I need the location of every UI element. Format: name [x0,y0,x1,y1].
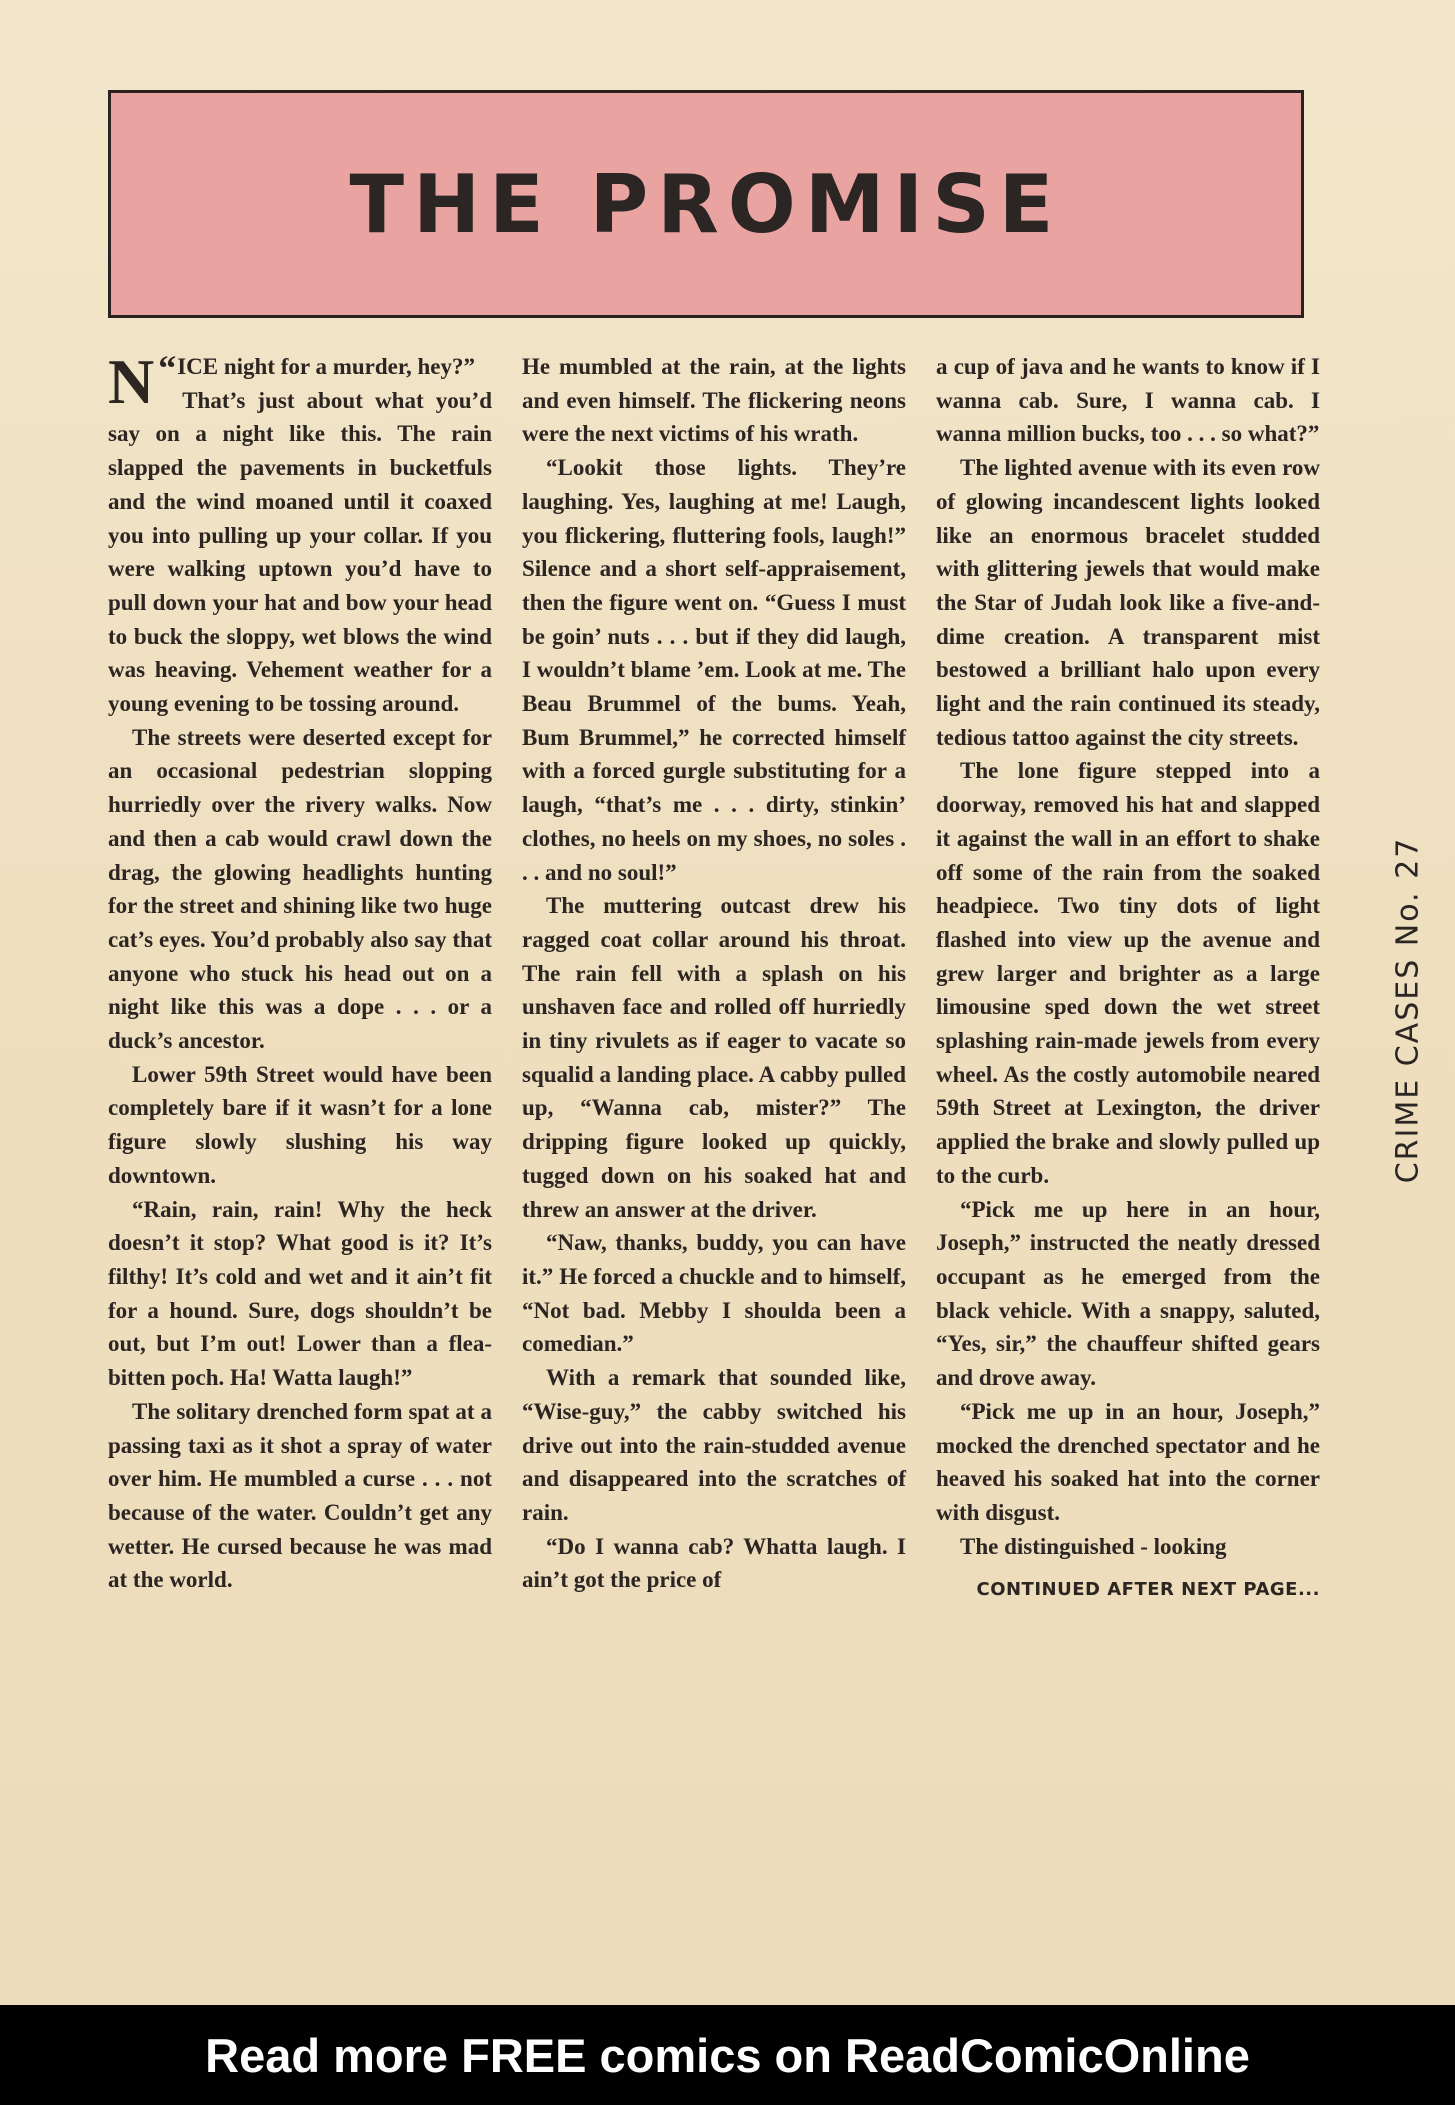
paragraph: The lighted avenue with its even row of glowing incandescent lights looked like an enormous bracelet studded with glittering jewels that would make the Star of Judah look like a five-and-dime creation. A transparent mist bestowed a brilliant halo upon every light and the rain continued its steady, tedious tattoo against the city streets. [936,455,1320,750]
title-banner [108,90,1304,318]
paragraph: “Rain, rain, rain! Why the heck doesn’t it stop? What good is it? It’s filthy! It’s cold and wet and it ain’t fit for a hound. Sure, dogs shouldn’t be out, but I’m out! Lower than a flea-bitten poch. Ha! Watta laugh!” [108,1196,492,1391]
paragraph: With a remark that sounded like, “Wise-guy,” the cabby switched his drive out into the rain-studded avenue and disappeared into the scratches of rain. [522,1365,906,1525]
paragraph: The solitary drenched form spat at a passing taxi as it shot a spray of water over him. He mumbled a curse . . . not because of the water. Couldn’t get any wetter. He cursed because he was mad at the world. [108,1398,492,1593]
paragraph: The distinguished - looking [960,1533,1227,1559]
paragraph: a cup of java and he wants to know if I wanna cab. Sure, I wanna cab. I wanna million bucks, too . . . so what?” [936,354,1320,447]
paragraph: Lower 59th Street would have been completely bare if it wasn’t for a lone figure slowly slushing his way downtown. [108,1061,492,1188]
paragraph: The streets were deserted except for an occasional pedestrian slopping hurriedly over the rivery walks. Now and then a cab would crawl down the drag, the glowing headlights hunting for the street and shining like two huge cat’s eyes. You’d probably also say that anyone who stuck his head out on a night like this was a dope . . . or a duck’s ancestor. [108,724,492,1054]
paragraph: That’s just about what you’d say on a night like this. The rain slapped the pavements in bucketfuls and the wind moaned until it coaxed you into pulling up your collar. If you were walking uptown you’d have to pull down your hat and bow your head to buck the sloppy, wet blows the wind was heaving. Vehement weather for a young evening to be tossing around. [108,387,492,717]
paragraph: “Naw, thanks, buddy, you can have it.” He forced a chuckle and to himself, “Not bad. Mebby I shoulda been a comedian.” [522,1230,906,1357]
paragraph: “Pick me up here in an hour, Joseph,” instructed the neatly dressed occupant as he emerged from the black vehicle. With a snappy, saluted, “Yes, sir,” the chauffeur shifted gears and drove away. [936,1196,1320,1391]
text-columns [108,346,1320,1890]
text-column-2 [522,350,906,1890]
text-column-1 [108,346,492,1890]
story-title: THE PROMISE [349,157,1063,251]
paragraph: The muttering outcast drew his ragged coat collar around his throat. The rain fell with a splash on his unshaven face and rolled off hurriedly in tiny rivulets as if eager to vacate so squalid a landing place. A cabby pulled up, “Wanna cab, mister?” The dripping figure looked up quickly, tugged down on his soaked hat and threw an answer at the driver. [522,893,906,1222]
opening-text: ICE night for a murder, hey?” [177,354,475,379]
continued-note: CONTINUED AFTER NEXT PAGE... [976,1579,1320,1601]
footer-text: Read more FREE comics on ReadComicOnline [205,2028,1250,2082]
opening-paragraph [108,346,492,417]
issue-label: CRIME CASES No. 27 [1390,836,1426,1184]
paragraph: “Do I wanna cab? Whatta laugh. I ain’t got the price of [522,1533,906,1593]
paragraph: “Pick me up in an hour, Joseph,” mocked the drenched spectator and he heaved his soaked hat into the corner with disgust. [936,1398,1320,1525]
paragraph: “Lookit those lights. They’re laughing. Yes, laughing at me! Laugh, you flickering, fluttering fools, laugh!” Silence and a short self-appraisement, then the figure went on. “Guess I must be goin’ nuts . . . but if they did laugh, I wouldn’t blame ’em. Look at me. The Beau Brummel of the bums. Yeah, Bum Brummel,” he corrected himself with a forced gurgle substituting for a laugh, “that’s me . . . dirty, stinkin’ clothes, no heels on my shoes, no soles . . . and no soul!” [522,455,906,885]
opening-quote: “ [158,348,177,388]
paragraph: He mumbled at the rain, at the lights and even himself. The flickering neons were the next victims of his wrath. [522,354,906,447]
footer-banner [0,2005,1455,2105]
drop-cap-letter: N [108,346,155,417]
paragraph: The lone figure stepped into a doorway, removed his hat and slapped it against the wall in an effort to shake off some of the rain from the soaked headpiece. Two tiny dots of light flashed into view up the avenue and grew larger and brighter as a large limousine sped down the wet street splashing rain-made jewels from every wheel. As the costly automobile neared 59th Street at Lexington, the driver applied the brake and slowly pulled up to the curb. [936,758,1320,1188]
text-column-3 [936,350,1320,1890]
